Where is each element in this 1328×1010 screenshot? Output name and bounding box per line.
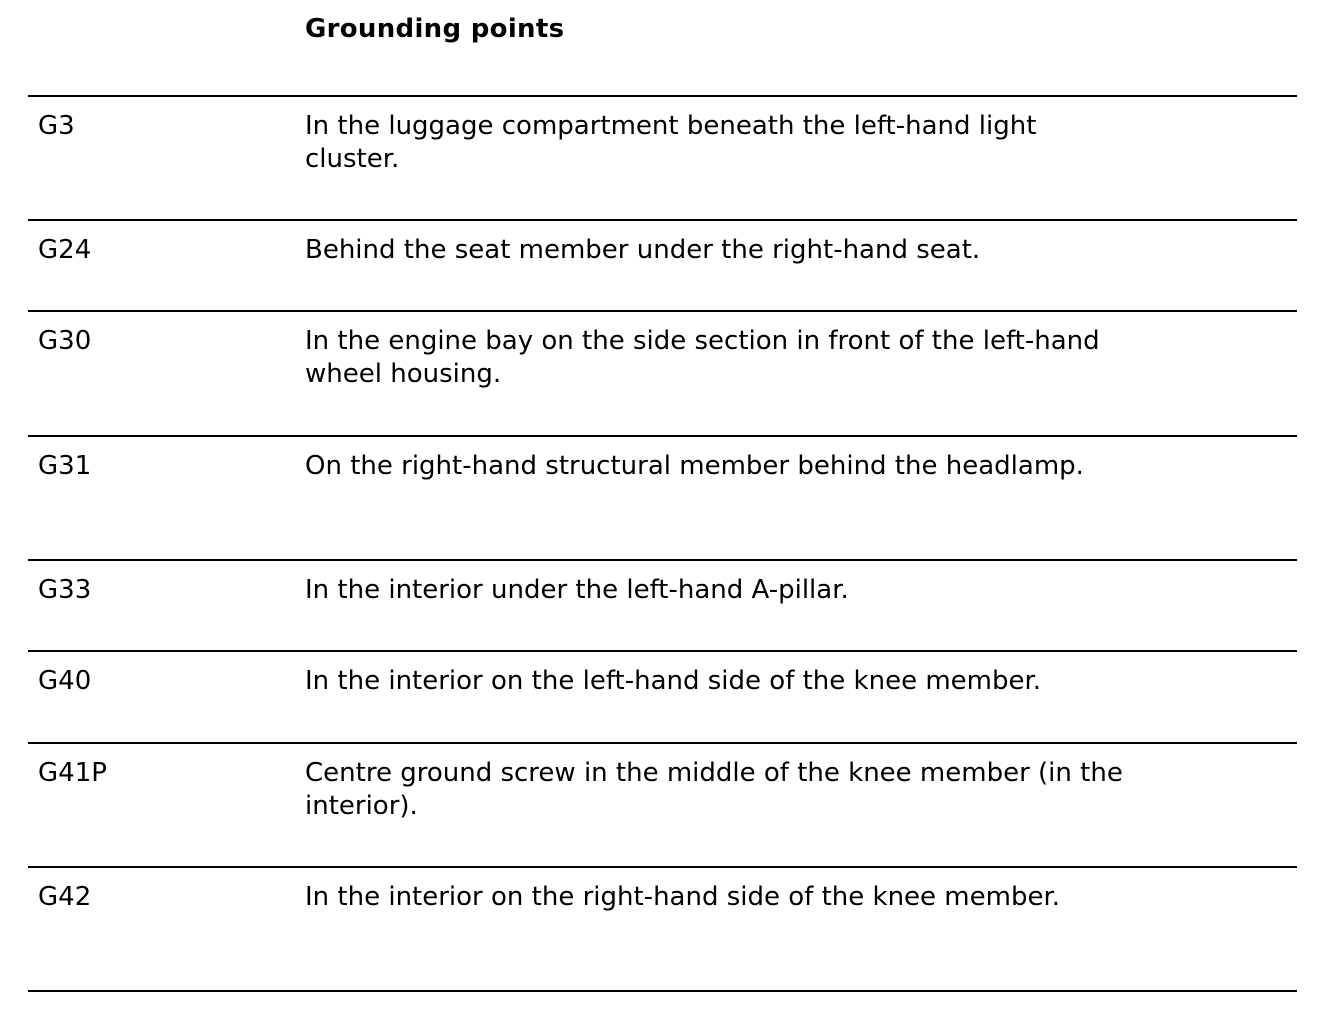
grounding-point-description: In the luggage compartment beneath the left-hand light cluster. [305, 111, 1037, 174]
grounding-point-description: In the engine bay on the side section in front of the left-hand wheel housing. [305, 326, 1100, 389]
grounding-point-description: Centre ground screw in the middle of the knee member (in the interior). [305, 758, 1123, 821]
grounding-point-code: G31 [38, 451, 92, 481]
table-row [28, 866, 1297, 992]
grounding-points-table [28, 95, 1297, 992]
grounding-point-code: G24 [38, 235, 92, 265]
grounding-point-code: G30 [38, 326, 92, 356]
table-row [28, 650, 1297, 742]
table-row [28, 742, 1297, 866]
grounding-point-code: G40 [38, 666, 92, 696]
grounding-point-description: In the interior on the right-hand side of the knee member. [305, 882, 1061, 912]
table-row [28, 95, 1297, 219]
table-row [28, 219, 1297, 310]
grounding-point-description: Behind the seat member under the right-hand seat. [305, 235, 981, 265]
grounding-point-code: G33 [38, 575, 92, 605]
grounding-point-code: G42 [38, 882, 92, 912]
grounding-point-description: On the right-hand structural member behind the headlamp. [305, 451, 1084, 481]
table-row [28, 435, 1297, 559]
grounding-point-description: In the interior under the left-hand A-pillar. [305, 575, 849, 605]
table-row [28, 310, 1297, 435]
table-row [28, 559, 1297, 650]
page-title: Grounding points [305, 14, 565, 44]
grounding-point-description: In the interior on the left-hand side of the knee member. [305, 666, 1042, 696]
grounding-point-code: G41P [38, 758, 107, 788]
grounding-point-code: G3 [38, 111, 75, 141]
